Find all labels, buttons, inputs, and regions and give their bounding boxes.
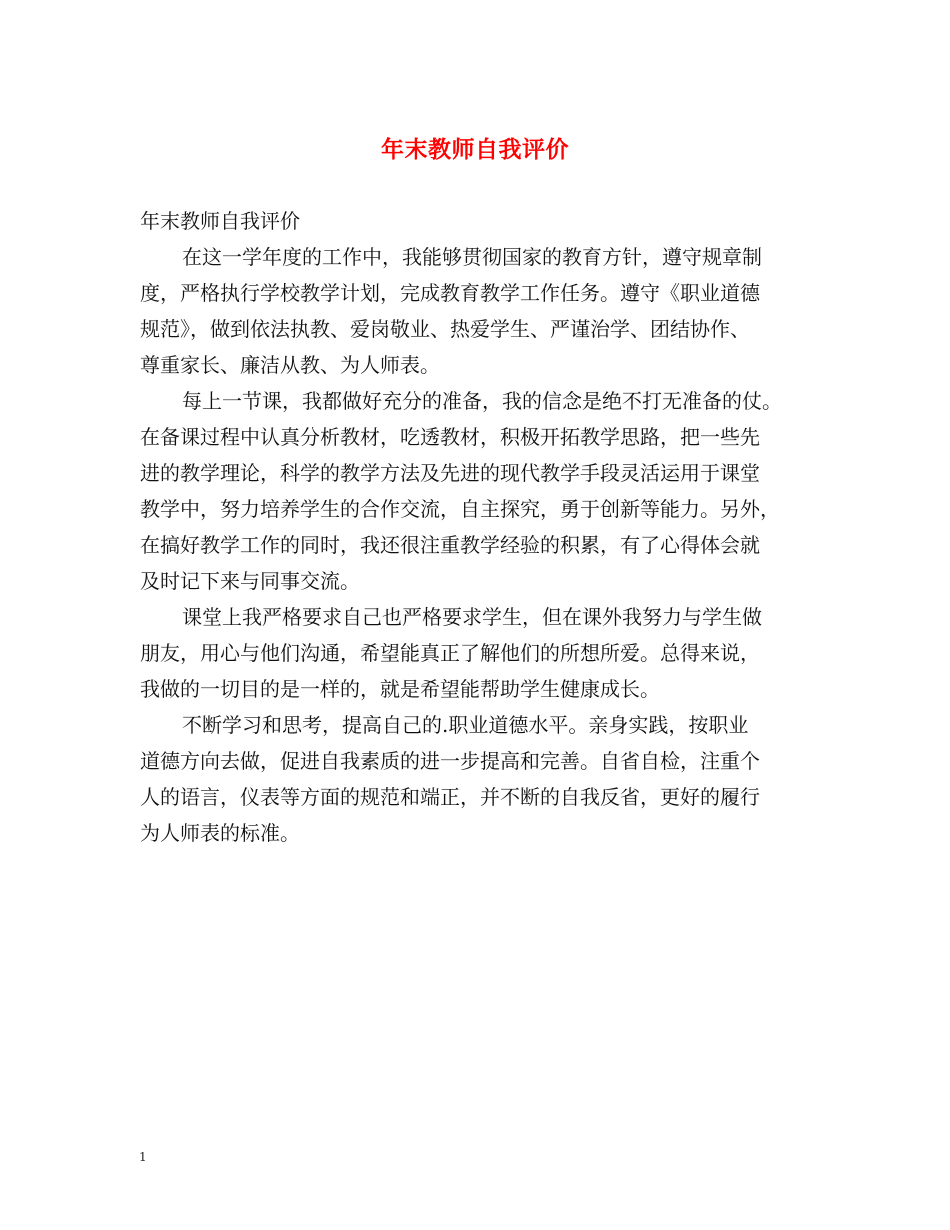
paragraph-line: 朋友，用心与他们沟通，希望能真正了解他们的所想所爱。总得来说， [140,641,760,665]
paragraph-line: 在备课过程中认真分析教材，吃透教材，积极开拓教学思路，把一些先 [140,425,760,449]
paragraph-line: 为人师表的标准。 [140,821,300,845]
document-subtitle: 年末教师自我评价 [140,209,300,233]
paragraph-line: 不断学习和思考，提高自己的.职业道德水平。亲身实践，按职业 [182,713,749,737]
paragraph-line: 在这一学年度的工作中，我能够贯彻国家的教育方针，遵守规章制 [182,245,762,269]
paragraph-line: 课堂上我严格要求自己也严格要求学生，但在课外我努力与学生做 [182,605,762,629]
paragraph-line: 度，严格执行学校教学计划，完成教育教学工作任务。遵守《职业道德 [140,281,760,305]
page-number: 1 [139,1150,147,1164]
paragraph-line: 教学中，努力培养学生的合作交流，自主探究，勇于创新等能力。另外， [140,497,780,521]
paragraph-line: 在搞好教学工作的同时，我还很注重教学经验的积累，有了心得体会就 [140,533,760,557]
paragraph-line: 进的教学理论，科学的教学方法及先进的现代教学手段灵活运用于课堂 [140,461,760,485]
paragraph-line: 道德方向去做，促进自我素质的进一步提高和完善。自省自检，注重个 [140,749,760,773]
paragraph-line: 尊重家长、廉洁从教、为人师表。 [140,353,440,377]
paragraph-line: 规范》，做到依法执教、爱岗敬业、热爱学生、严谨治学、团结协作、 [140,317,750,341]
document-title: 年末教师自我评价 [381,136,569,163]
paragraph-line: 及时记下来与同事交流。 [140,569,360,593]
paragraph-line: 每上一节课，我都做好充分的准备，我的信念是绝不打无准备的仗。 [182,389,782,413]
paragraph-line: 人的语言，仪表等方面的规范和端正，并不断的自我反省，更好的履行 [140,785,760,809]
paragraph-line: 我做的一切目的是一样的，就是希望能帮助学生健康成长。 [140,677,660,701]
